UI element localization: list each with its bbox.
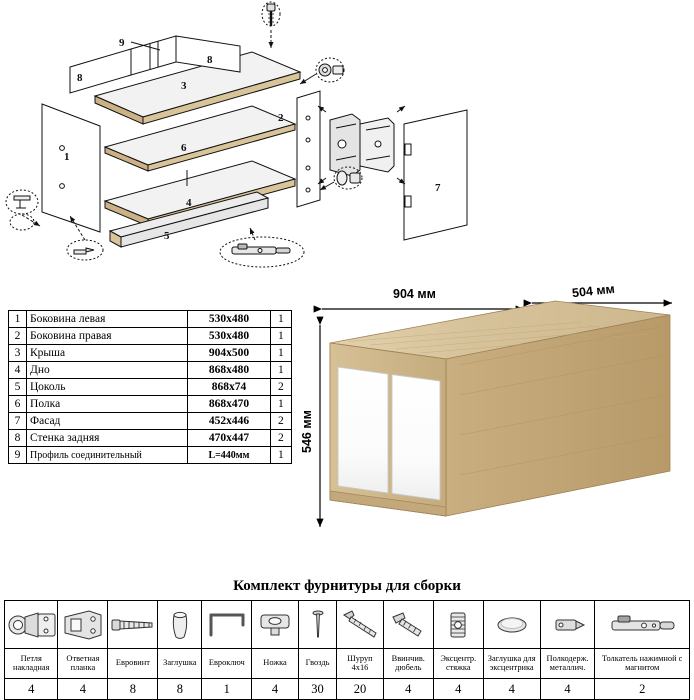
part-number: 3 <box>9 345 27 362</box>
euro-key-icon <box>203 605 251 645</box>
callout-3: 3 <box>181 80 187 92</box>
kit-item-count: 4 <box>5 679 58 700</box>
part-qty: 1 <box>270 345 291 362</box>
part-number: 5 <box>9 379 27 396</box>
kit-cell-icon <box>252 601 299 649</box>
part-number: 7 <box>9 413 27 430</box>
part-number: 1 <box>9 311 27 328</box>
detail-leg <box>6 190 40 230</box>
kit-item-name: Эксцентр. стяжка <box>433 649 483 679</box>
cam-cap-icon <box>490 605 534 645</box>
panel-back-left <box>70 49 131 93</box>
part-size: L=440мм <box>188 447 271 464</box>
panel-facade <box>404 110 467 240</box>
hinge-overlay-icon <box>5 605 59 645</box>
panel-side-left <box>42 104 100 232</box>
part-name: Фасад <box>27 413 188 430</box>
mounting-plate-icon <box>59 605 107 645</box>
kit-item-count: 20 <box>337 679 384 700</box>
panel-connecting-profile <box>131 36 176 75</box>
hardware-kit-title: Комплект фурнитуры для сборки <box>233 578 461 594</box>
kit-item-name: Ответная планка <box>58 649 108 679</box>
part-size: 868х470 <box>188 396 271 413</box>
kit-cell-icon <box>298 601 336 649</box>
dimension-width-label: 904 мм <box>393 287 436 301</box>
exploded-assembly-diagram <box>0 0 694 282</box>
part-name: Стенка задняя <box>27 430 188 447</box>
part-number: 8 <box>9 430 27 447</box>
part-name: Боковина левая <box>27 311 188 328</box>
dimension-depth-label: 504 мм <box>571 281 616 301</box>
part-qty: 1 <box>270 328 291 345</box>
table-row <box>9 362 292 379</box>
kit-cell-icon <box>158 601 202 649</box>
screw-in-dowel-icon <box>387 605 429 645</box>
kit-cell-icon <box>337 601 384 649</box>
table-row <box>9 447 292 464</box>
kit-cell-icon <box>383 601 433 649</box>
kit-item-count: 1 <box>202 679 252 700</box>
part-size: 530х480 <box>188 311 271 328</box>
part-qty: 2 <box>270 379 291 396</box>
part-qty: 1 <box>270 362 291 379</box>
part-size: 868х74 <box>188 379 271 396</box>
table-row <box>9 379 292 396</box>
part-qty: 1 <box>270 447 291 464</box>
kit-item-name: Заглушка для эксцентрика <box>483 649 540 679</box>
kit-item-name: Шуруп 4х16 <box>337 649 384 679</box>
table-row <box>9 345 292 362</box>
kit-cell-icon <box>202 601 252 649</box>
kit-cell-icon <box>108 601 158 649</box>
detail-euro-screw <box>262 2 280 48</box>
hinge-assembly-detail <box>318 106 405 184</box>
kit-item-count: 30 <box>298 679 336 700</box>
callout-9: 9 <box>119 37 125 49</box>
detail-cam-lock <box>300 58 344 84</box>
kit-item-name: Заглушка <box>158 649 202 679</box>
part-qty: 2 <box>270 413 291 430</box>
kit-cell-icon <box>5 601 58 649</box>
leg-icon <box>253 605 297 645</box>
part-number: 6 <box>9 396 27 413</box>
part-size: 904х500 <box>188 345 271 362</box>
cam-lock-icon <box>441 605 475 645</box>
part-name: Дно <box>27 362 188 379</box>
callout-7: 7 <box>435 182 441 194</box>
kit-cell-icon <box>540 601 595 649</box>
kit-cell-icon <box>483 601 540 649</box>
table-row <box>9 328 292 345</box>
table-row <box>9 311 292 328</box>
kit-item-count: 4 <box>383 679 433 700</box>
door-left <box>338 367 388 493</box>
parts-table <box>8 310 292 464</box>
hardware-kit-table <box>4 600 690 700</box>
kit-counts-row <box>5 679 690 700</box>
metal-shelf-support-icon <box>546 605 590 645</box>
kit-item-name: Евровинт <box>108 649 158 679</box>
part-name: Полка <box>27 396 188 413</box>
cabinet-render <box>300 281 690 547</box>
kit-item-count: 2 <box>595 679 690 700</box>
callout-8-left: 8 <box>77 72 83 84</box>
kit-item-name: Евроключ <box>202 649 252 679</box>
kit-item-name: Ввинчив. дюбель <box>383 649 433 679</box>
callout-8-right: 8 <box>207 54 213 66</box>
kit-item-count: 4 <box>433 679 483 700</box>
part-number: 9 <box>9 447 27 464</box>
kit-item-name: Гвоздь <box>298 649 336 679</box>
part-size: 868х480 <box>188 362 271 379</box>
table-row <box>9 413 292 430</box>
part-size: 470х447 <box>188 430 271 447</box>
kit-item-name: Толкатель нажимной с магнитом <box>595 649 690 679</box>
detail-magnetic-pusher <box>220 228 304 267</box>
part-qty: 1 <box>270 311 291 328</box>
part-size: 530х480 <box>188 328 271 345</box>
door-right <box>392 375 440 501</box>
part-name: Цоколь <box>27 379 188 396</box>
kit-item-name: Ножка <box>252 649 299 679</box>
kit-item-count: 8 <box>108 679 158 700</box>
kit-item-name: Полкодерж. металлич. <box>540 649 595 679</box>
kit-item-count: 4 <box>540 679 595 700</box>
callout-1: 1 <box>64 151 70 163</box>
kit-names-row <box>5 649 690 679</box>
dimension-height-label: 546 мм <box>300 410 314 453</box>
nail-icon <box>307 605 329 645</box>
euro-screw-icon <box>108 605 158 645</box>
kit-item-count: 4 <box>483 679 540 700</box>
kit-cell-icon <box>58 601 108 649</box>
kit-cell-icon <box>433 601 483 649</box>
table-row <box>9 396 292 413</box>
magnetic-pusher-icon <box>600 605 684 645</box>
kit-item-count: 8 <box>158 679 202 700</box>
callout-4: 4 <box>186 197 192 209</box>
callout-6: 6 <box>181 142 187 154</box>
part-number: 2 <box>9 328 27 345</box>
table-row <box>9 430 292 447</box>
part-number: 4 <box>9 362 27 379</box>
part-qty: 1 <box>270 396 291 413</box>
cap-icon <box>163 605 197 645</box>
part-qty: 2 <box>270 430 291 447</box>
callout-2: 2 <box>278 112 284 124</box>
part-size: 452х446 <box>188 413 271 430</box>
panel-side-right <box>297 91 320 207</box>
kit-item-name: Петля накладная <box>5 649 58 679</box>
kit-item-count: 4 <box>252 679 299 700</box>
part-name: Профиль соединительный <box>27 447 188 464</box>
kit-cell-icon <box>595 601 690 649</box>
kit-item-count: 4 <box>58 679 108 700</box>
part-name: Крыша <box>27 345 188 362</box>
kit-icons-row <box>5 601 690 649</box>
part-name: Боковина правая <box>27 328 188 345</box>
screw-4x16-icon <box>338 605 382 645</box>
callout-5: 5 <box>164 230 170 242</box>
